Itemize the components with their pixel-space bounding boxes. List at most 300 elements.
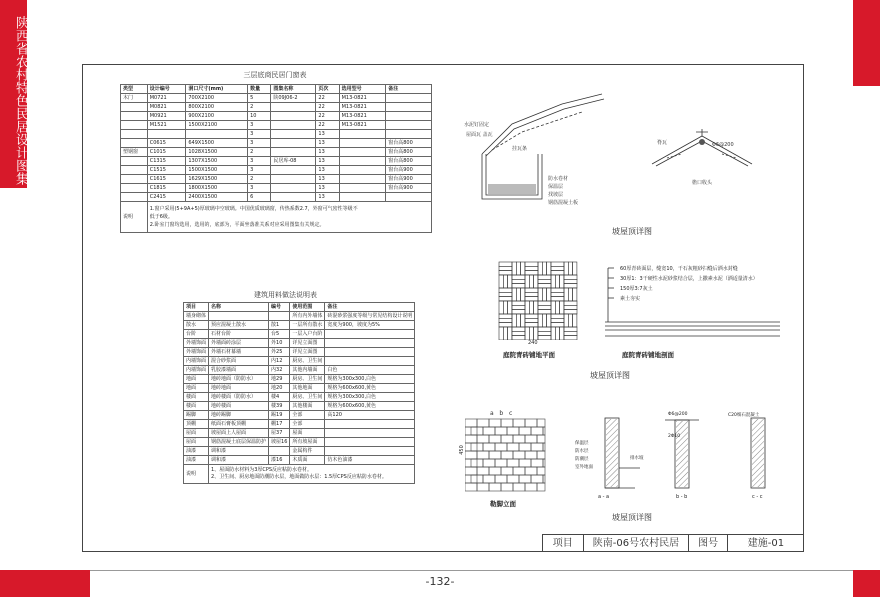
- roof-detail-caption-1: 坡屋顶详图: [612, 227, 652, 236]
- table-cell: 13: [316, 139, 339, 148]
- table-cell: 全部: [290, 420, 325, 429]
- dw-header-cell: 页次: [316, 85, 339, 94]
- table-cell: 3: [248, 139, 271, 148]
- table-cell: [325, 357, 415, 366]
- table-row: [121, 184, 432, 193]
- table-cell: 地砖踢脚: [209, 411, 269, 420]
- table-cell: 内12: [269, 357, 290, 366]
- table-row: [184, 420, 415, 429]
- table-cell: 窗台高800: [386, 139, 432, 148]
- table-cell: 详见立面图: [290, 339, 325, 348]
- table-cell: 其他地面: [290, 384, 325, 393]
- paving-tile: [525, 314, 538, 327]
- table-row: [184, 312, 415, 321]
- paving-tile: [512, 314, 525, 327]
- section-layer-list: [620, 264, 758, 304]
- table-cell: 13: [316, 157, 339, 166]
- table-cell: [386, 130, 432, 139]
- table-cell: 规格为600x600,黄色: [325, 384, 415, 393]
- table-cell: 地砖地面（防防水）: [209, 375, 269, 384]
- table-cell: [325, 348, 415, 357]
- table-cell: 窗台高900: [386, 175, 432, 184]
- table-cell: 陕09J06-2: [271, 94, 316, 103]
- table-cell: 3: [248, 184, 271, 193]
- table-cell: 1800X1500: [186, 184, 248, 193]
- wall-brick: [483, 475, 495, 483]
- table-cell: 内墙饰面: [184, 357, 209, 366]
- table-cell: [325, 447, 415, 456]
- table-cell: 1629X1500: [186, 175, 248, 184]
- materials-table: [183, 302, 415, 484]
- paving-tile: [512, 327, 525, 340]
- paving-tile: [525, 262, 538, 275]
- table-cell: C1615: [147, 175, 186, 184]
- table-cell: C2415: [147, 193, 186, 202]
- notes-label: 说明: [121, 202, 148, 233]
- project-name: 陕南-06号农村民居: [584, 535, 690, 552]
- table-cell: 规格为300x300,白色: [325, 375, 415, 384]
- table-row: [121, 130, 432, 139]
- mt-header-cell: 名称: [209, 303, 269, 312]
- table-cell: 宽度为900，坡度为5%: [325, 321, 415, 330]
- table-cell: [325, 420, 415, 429]
- table-cell: [271, 121, 316, 130]
- table-cell: 砖混砂浆强度等级与常见结构设计说明: [325, 312, 415, 321]
- svg-text:檐口收头: 檐口收头: [692, 180, 713, 186]
- table-cell: 地29: [269, 375, 290, 384]
- wall-brick: [543, 459, 545, 467]
- table-cell: 规格为600x600,黄色: [325, 402, 415, 411]
- table-cell: 钢筋混凝土底层保温防护: [209, 438, 269, 447]
- wall-brick: [543, 443, 545, 451]
- table-cell: 2: [248, 175, 271, 184]
- paving-tile: [538, 314, 551, 327]
- table-cell: [147, 130, 186, 139]
- table-cell: [121, 112, 148, 121]
- paving-tile: [564, 301, 577, 314]
- table-cell: 棚17: [269, 420, 290, 429]
- table-row: [184, 438, 415, 447]
- dw-header-cell: 设计编号: [147, 85, 186, 94]
- paving-tile: [538, 275, 551, 288]
- wall-brick: [507, 475, 519, 483]
- table-cell: 白色: [325, 366, 415, 375]
- wall-brick: [525, 419, 537, 427]
- table-row: [121, 148, 432, 157]
- paving-tile: [525, 301, 538, 314]
- table-cell: 700X2100: [186, 94, 248, 103]
- table-cell: [339, 139, 386, 148]
- table-cell: [121, 130, 148, 139]
- roof-detail-caption-3: 坡屋顶详图: [612, 513, 652, 522]
- section-layer-1: 60厚青砖面层，缝宽10，干石灰粗砂扫缝后洒水封缝: [620, 266, 738, 272]
- table-cell: 649X1500: [186, 139, 248, 148]
- table-cell: 石材台阶: [209, 330, 269, 339]
- roof-detail-drawing: [452, 84, 802, 224]
- paving-tile: [499, 262, 512, 275]
- wall-brick: [501, 435, 513, 443]
- paving-tile: [551, 314, 564, 327]
- table-cell: [121, 193, 148, 202]
- table-cell: 屋面: [184, 429, 209, 438]
- svg-text:防水卷材: 防水卷材: [548, 176, 569, 182]
- note-line: 1、屋面防水材料为3厚CPS反应粘防水卷材。: [211, 467, 313, 473]
- table-cell: 高120: [325, 411, 415, 420]
- table-row: [184, 348, 415, 357]
- wall-brick: [513, 435, 525, 443]
- table-cell: 13: [316, 130, 339, 139]
- wall-brick: [519, 443, 531, 451]
- door-window-table-title: 三层底商民居门窗表: [243, 71, 307, 79]
- table-cell: 1307X1500: [186, 157, 248, 166]
- table-cell: 13: [316, 184, 339, 193]
- drawing-label: 图号: [689, 535, 728, 552]
- table-cell: [186, 130, 248, 139]
- table-cell: M0821: [147, 103, 186, 112]
- table-cell: 13: [316, 148, 339, 157]
- wall-brick: [477, 451, 489, 459]
- wall-brick: [501, 419, 513, 427]
- table-cell: [271, 148, 316, 157]
- table-row: [184, 456, 415, 465]
- wall-brick: [477, 419, 489, 427]
- wall-brick: [513, 419, 525, 427]
- note-line: 2、卫生间、厨房地面防潮防水层，地面做防水层：1.5厚CPS反应粘防水卷材。: [211, 474, 387, 480]
- wall-brick: [513, 467, 525, 475]
- table-cell: 民居库-08: [271, 157, 316, 166]
- table-cell: 木质面: [290, 456, 325, 465]
- table-cell: 油漆: [184, 447, 209, 456]
- table-cell: 外墙面砖涂层: [209, 339, 269, 348]
- table-row: [184, 330, 415, 339]
- title-block: [542, 534, 804, 552]
- svg-text:挂瓦条: 挂瓦条: [512, 146, 528, 152]
- table-cell: [121, 184, 148, 193]
- wall-brick: [495, 443, 507, 451]
- svg-text:屋面瓦 盖瓦: 屋面瓦 盖瓦: [466, 132, 493, 138]
- table-row: [121, 202, 432, 233]
- label-drain: 排水坡: [630, 456, 644, 461]
- table-row: [121, 103, 432, 112]
- paving-tile: [499, 275, 512, 288]
- paving-tile: [551, 262, 564, 275]
- table-cell: 台阶: [184, 330, 209, 339]
- paving-tile: [551, 288, 564, 301]
- brick-dimension: 240: [528, 340, 538, 346]
- wall-brick: [501, 467, 513, 475]
- dw-header-cell: 数量: [248, 85, 271, 94]
- table-cell: [386, 193, 432, 202]
- dw-header-cell: 图集名称: [271, 85, 316, 94]
- wall-brick: [513, 483, 525, 491]
- table-cell: 坡屋16: [269, 438, 290, 447]
- table-row: [184, 429, 415, 438]
- table-cell: 所有坡屋面: [290, 438, 325, 447]
- paving-tile: [564, 288, 577, 301]
- wall-brick: [507, 427, 519, 435]
- label-waterproof: 防水层: [575, 449, 589, 454]
- table-cell: 坡屋面上人屋面: [209, 429, 269, 438]
- table-row: [121, 193, 432, 202]
- table-cell: 金属构件: [290, 447, 325, 456]
- section-labels: [575, 440, 593, 472]
- table-cell: 屋面: [290, 429, 325, 438]
- table-cell: 900X2100: [186, 112, 248, 121]
- table-row: [184, 366, 415, 375]
- wall-brick: [519, 475, 531, 483]
- wall-brick: [531, 443, 543, 451]
- table-cell: M13-0821: [339, 103, 386, 112]
- table-cell: M13-0821: [339, 112, 386, 121]
- table-cell: 外10: [269, 339, 290, 348]
- table-cell: 厨房、卫生间: [290, 375, 325, 384]
- table-cell: 窗台高800: [386, 157, 432, 166]
- table-cell: [325, 438, 415, 447]
- rebar-label: Φ6@200: [668, 412, 688, 417]
- table-cell: 窗台高900: [386, 184, 432, 193]
- table-cell: [121, 175, 148, 184]
- marker-c: c: [508, 410, 513, 417]
- paving-tile: [499, 314, 512, 327]
- table-cell: 漆16: [269, 456, 290, 465]
- courtyard-paving-plan: [497, 260, 587, 340]
- table-cell: 5: [248, 94, 271, 103]
- wall-brick: [537, 451, 545, 459]
- spine-title: 陕西省农村特色民居设计图集: [13, 16, 28, 185]
- dw-header-cell: 类型: [121, 85, 148, 94]
- paving-tile: [499, 288, 512, 301]
- paving-tile: [538, 301, 551, 314]
- table-row: [184, 339, 415, 348]
- label-moisture: 防潮层: [575, 457, 589, 462]
- table-row: [184, 465, 415, 484]
- wall-brick: [489, 467, 501, 475]
- wall-brick: [489, 435, 501, 443]
- table-cell: 楼4: [269, 393, 290, 402]
- bottom-rule: [90, 570, 853, 571]
- wall-brick: [519, 459, 531, 467]
- table-cell: 一层入户台阶: [290, 330, 325, 339]
- table-cell: 1500X1500: [186, 166, 248, 175]
- table-cell: M1521: [147, 121, 186, 130]
- wall-brick: [525, 435, 537, 443]
- wall-brick: [531, 459, 543, 467]
- table-cell: [271, 103, 316, 112]
- wall-brick: [525, 467, 537, 475]
- table-cell: [339, 157, 386, 166]
- table-row: [184, 393, 415, 402]
- table-cell: 其他内墙面: [290, 366, 325, 375]
- wall-markers: [490, 410, 512, 417]
- wall-brick: [495, 427, 507, 435]
- svg-text:Φ6@200: Φ6@200: [712, 142, 734, 148]
- svg-text:钢筋混凝土板: 钢筋混凝土板: [548, 200, 579, 206]
- table-cell: 一层所有散水: [290, 321, 325, 330]
- table-cell: 800X2100: [186, 103, 248, 112]
- table-row: [121, 94, 432, 103]
- section-a-label: a - a: [598, 494, 610, 500]
- svg-text:保温层: 保温层: [548, 184, 564, 190]
- table-cell: 踢脚: [184, 411, 209, 420]
- table-cell: 3: [248, 157, 271, 166]
- table-cell: 1028X1500: [186, 148, 248, 157]
- paving-tile: [551, 275, 564, 288]
- paving-tile: [512, 275, 525, 288]
- table-cell: [325, 429, 415, 438]
- paving-tile: [564, 262, 577, 275]
- table-cell: 窗台高800: [386, 148, 432, 157]
- table-cell: 调和漆: [209, 456, 269, 465]
- table-cell: C1315: [147, 157, 186, 166]
- table-cell: 厨房、卫生间: [290, 357, 325, 366]
- table-cell: 地20: [269, 384, 290, 393]
- wall-brick: [477, 483, 489, 491]
- note-line: 1.窗户采用(5+9A+5)厚玻璃中空玻璃。中国优质玻璃窗，传热系数2.7，外窗可气密性等级不: [149, 206, 358, 212]
- paving-tile: [512, 301, 525, 314]
- wall-brick: [507, 459, 519, 467]
- project-label: 项目: [543, 535, 584, 552]
- wall-brick: [495, 475, 507, 483]
- table-cell: 2: [248, 148, 271, 157]
- wall-brick: [465, 451, 477, 459]
- table-cell: [271, 139, 316, 148]
- paving-tile: [551, 327, 564, 340]
- table-cell: 踢19: [269, 411, 290, 420]
- table-cell: [121, 103, 148, 112]
- paving-tile: [499, 301, 512, 314]
- wall-brick: [477, 435, 489, 443]
- table-cell: 厨房、卫生间: [290, 393, 325, 402]
- note-line: 低于6级。: [149, 214, 173, 220]
- wall-brick: [525, 483, 537, 491]
- wall-brick: [465, 419, 477, 427]
- table-cell: 调和漆: [209, 447, 269, 456]
- materials-table-title: 建筑用料做法说明表: [254, 291, 317, 299]
- table-row: [121, 112, 432, 121]
- wall-brick: [483, 427, 495, 435]
- wall-brick: [537, 483, 545, 491]
- table-cell: 墙身砌体: [184, 312, 209, 321]
- table-cell: 地砖楼面: [209, 402, 269, 411]
- section-layer-2: 30厚1：3干硬性水泥砂浆结合层，上撒素水泥（洒适量清水）: [620, 276, 758, 282]
- table-cell: [121, 166, 148, 175]
- table-row: [121, 157, 432, 166]
- mt-header-cell: 备注: [325, 303, 415, 312]
- table-cell: 1500X2100: [186, 121, 248, 130]
- table-cell: [339, 166, 386, 175]
- table-cell: [386, 103, 432, 112]
- paving-tile: [525, 327, 538, 340]
- wall-brick: [489, 451, 501, 459]
- notes-label: 说明: [184, 465, 209, 484]
- wall-brick: [543, 475, 545, 483]
- label-protect: 保温层: [575, 441, 589, 446]
- table-row: [184, 384, 415, 393]
- table-cell: 内32: [269, 366, 290, 375]
- table-row: [184, 411, 415, 420]
- corner-tab: [853, 0, 880, 86]
- concrete-label: C20细石混凝土: [728, 413, 760, 418]
- wall-brick: [465, 435, 477, 443]
- svg-text:脊瓦: 脊瓦: [657, 140, 668, 146]
- table-cell: 详见立面图: [290, 348, 325, 357]
- table-cell: 楼面: [184, 402, 209, 411]
- table-cell: 地面: [184, 375, 209, 384]
- svg-text:找坡层: 找坡层: [548, 192, 564, 198]
- drawing-number: 建施-01: [747, 538, 785, 549]
- wall-elevation-caption: 勒脚立面: [490, 500, 516, 508]
- table-cell: 散1: [269, 321, 290, 330]
- notes-text: [209, 465, 415, 484]
- table-cell: C1815: [147, 184, 186, 193]
- wall-brick: [507, 443, 519, 451]
- paving-tile: [538, 327, 551, 340]
- note-line: 2.卧室门窗均选用，选用的，底部为，平面坐落准关系对应采用图集有关规定。: [149, 222, 325, 228]
- table-cell: 外25: [269, 348, 290, 357]
- table-cell: 13: [316, 166, 339, 175]
- table-cell: 3: [248, 121, 271, 130]
- wall-brick: [513, 451, 525, 459]
- table-cell: 外墙饰面: [184, 348, 209, 357]
- table-row: [184, 357, 415, 366]
- mt-header-cell: 使用范围: [290, 303, 325, 312]
- table-cell: 规格为300x300,白色: [325, 393, 415, 402]
- table-row: [184, 321, 415, 330]
- table-row: [121, 166, 432, 175]
- table-cell: 22: [316, 112, 339, 121]
- paving-tile: [538, 288, 551, 301]
- table-cell: 22: [316, 103, 339, 112]
- table-cell: [325, 339, 415, 348]
- table-cell: 台5: [269, 330, 290, 339]
- wall-brick: [537, 435, 545, 443]
- table-cell: 13: [316, 175, 339, 184]
- wall-brick: [489, 419, 501, 427]
- table-cell: 2: [248, 103, 271, 112]
- wall-brick: [465, 467, 477, 475]
- table-cell: 散水: [184, 321, 209, 330]
- table-cell: [269, 312, 290, 321]
- notes-text: [147, 202, 431, 233]
- wall-sections-drawing: [565, 408, 790, 503]
- mt-header-cell: 项目: [184, 303, 209, 312]
- rebar-label-2: 2Φ10: [668, 434, 681, 439]
- page-number: -132-: [425, 575, 455, 588]
- table-row: [184, 447, 415, 456]
- wall-brick: [525, 451, 537, 459]
- table-cell: 窗台高900: [386, 166, 432, 175]
- table-cell: 地砖楼面（防防水）: [209, 393, 269, 402]
- table-row: [184, 402, 415, 411]
- section-layer-4: 素土夯实: [620, 296, 641, 302]
- table-cell: 22: [316, 94, 339, 103]
- wall-brick: [489, 483, 501, 491]
- table-cell: 10: [248, 112, 271, 121]
- roof-detail-caption-2: 坡屋顶详图: [590, 371, 630, 380]
- wall-brick: [531, 475, 543, 483]
- table-cell: [325, 330, 415, 339]
- table-cell: 塑钢窗: [121, 148, 148, 157]
- paving-tile: [564, 314, 577, 327]
- table-cell: [271, 175, 316, 184]
- paving-tile: [551, 301, 564, 314]
- table-cell: [121, 139, 148, 148]
- wall-brick: [543, 427, 545, 435]
- table-cell: M13-0821: [339, 94, 386, 103]
- table-cell: [339, 148, 386, 157]
- table-cell: [271, 193, 316, 202]
- dw-header-cell: 选用型号: [339, 85, 386, 94]
